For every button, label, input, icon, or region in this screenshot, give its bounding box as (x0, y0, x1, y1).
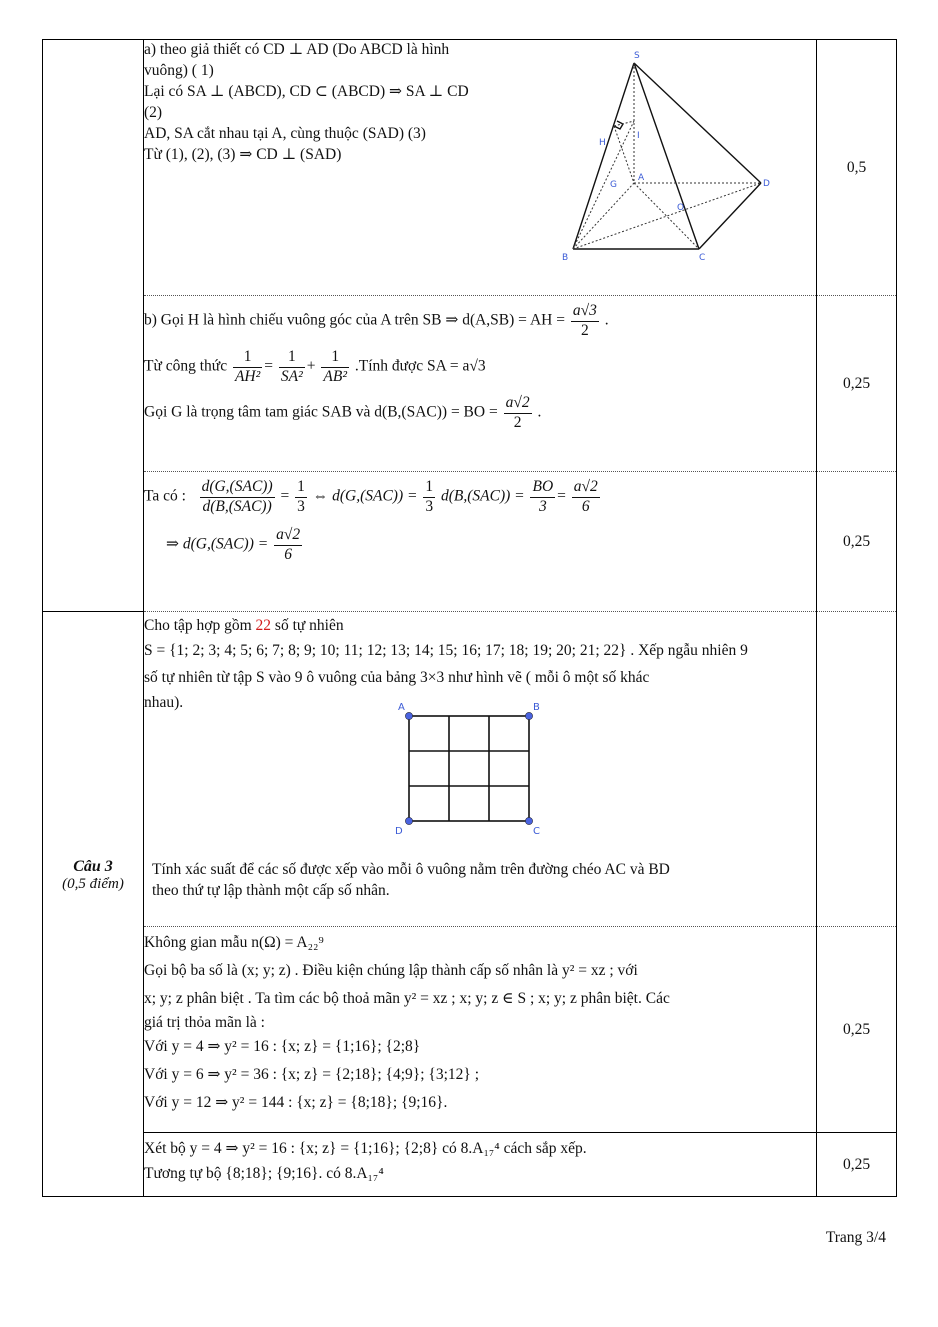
denominator: 3 (425, 497, 434, 515)
denominator: AH² (234, 367, 261, 385)
q3-solution-line: Với y = 6 ⇒ y² = 36 : {x; z} = {2;18}; {4;9}; {3;12} ; (144, 1066, 480, 1084)
part-a-line: AD, SA cắt nhau tại A, cùng thuộc (SAD) (3) (144, 124, 426, 142)
part-c-line-1: Ta có : $\frac{\text{d(G,(SAC))}}{\text{d(B,(SAC))}}$ = $\frac{1}{3}$ ⇔ d(G,(SAC)) = $\frac{1}{3}$ d(B,(SAC)) = $\frac{BO}{3}$ = $\frac{a√2}{6}$ (144, 478, 598, 515)
q3-text: Cho tập hợp gồm (144, 617, 256, 634)
q3-final-line: Xét bộ y = 4 ⇒ y² = 16 : {x; z} = {1;16}; {2;8} có 8.A₁₇⁴ cách sắp xếp. (144, 1140, 587, 1157)
grid-label-C: C (533, 826, 540, 837)
question-3-title: Câu 3 (73, 858, 113, 875)
answer-table (42, 39, 897, 1197)
part-c-content (144, 472, 817, 612)
denominator: 2 (580, 321, 589, 339)
q3-statement-score-empty (817, 612, 897, 927)
part-b-text: .Tính được SA = a√3 (354, 357, 486, 375)
q3-statement (144, 612, 817, 927)
q3-solution-line: Với y = 4 ⇒ y² = 16 : {x; z} = {1;16}; {2;8} (144, 1038, 421, 1056)
fraction (233, 348, 262, 386)
q3-solution (144, 927, 817, 1133)
grid-figure (389, 698, 549, 838)
part-b-score: 0,25 (817, 296, 897, 472)
part-a-line: a) theo giả thiết có CD ⊥ AD (Do ABCD là hình (144, 41, 450, 58)
label-D: D (763, 179, 770, 189)
part-b-text: Gọi G là trọng tâm tam giác SAB và d(B,(SAC)) = BO = (144, 404, 502, 422)
q3-intro (144, 616, 816, 637)
fraction (572, 478, 600, 516)
denominator: SA² (280, 367, 303, 385)
pyramid-figure (559, 46, 779, 262)
fraction (200, 478, 275, 516)
q3-line: số tự nhiên từ tập S vào 9 ô vuông của bảng 3×3 như hình vẽ ( mỗi ô một số khác (144, 668, 650, 686)
question-cell-empty (43, 472, 144, 612)
q3-final (144, 1133, 817, 1197)
part-b-content (144, 296, 817, 472)
part-b-text: . (604, 311, 609, 329)
denominator: 3 (538, 497, 547, 515)
part-c-text: ⇒ d(G,(SAC)) = (166, 535, 269, 553)
numerator: 1 (295, 478, 307, 498)
q3-question: Tính xác suất để các số được xếp vào mỗi ô vuông nằm trên đường chéo AC và BD (152, 861, 670, 878)
part-a-content (144, 40, 817, 296)
part-b-text: . (537, 404, 542, 422)
point-B (525, 712, 532, 719)
part-a-line: Lại có SA ⊥ (ABCD), CD ⊂ (ABCD) ⇒ SA ⊥ CD (144, 82, 469, 100)
denominator: 2 (513, 413, 522, 431)
part-b-line-2: Từ công thức $\frac{1}{\text{AH²}}$ = $\frac{1}{\text{SA²}}$ + $\frac{1}{\text{AB²}}$ .Tính được SA = a√3 (144, 348, 486, 385)
label-B: B (562, 253, 569, 262)
q3-solution-line: Gọi bộ ba số là (x; y; z) . Điều kiện chúng lập thành cấp số nhân là y² = xz ; với (144, 962, 638, 980)
part-a-line: Từ (1), (2), (3) ⇒ CD ⊥ (SAD) (144, 145, 342, 163)
part-a-line: vuông) ( 1) (144, 61, 214, 79)
q3-line: nhau). (144, 693, 184, 711)
fraction (423, 478, 435, 516)
q3-set-line: S = {1; 2; 3; 4; 5; 6; 7; 8; 9; 10; 11; 12; 13; 14; 15; 16; 17; 18; 19; 20; 21; 22} . Xếp ngẫu nhiên 9 (144, 641, 748, 659)
numerator: a√2 (504, 394, 532, 414)
fraction (571, 302, 599, 340)
q3-solution-line: Không gian mẫu n(Ω) = A₂₂⁹ (144, 934, 324, 951)
q3-question: theo thứ tự lập thành một cấp số nhân. (152, 881, 390, 899)
point-A (405, 712, 412, 719)
part-b-line-1 (144, 302, 816, 340)
question-3-points: (0,5 điểm) (62, 876, 124, 892)
part-c-text: = (280, 487, 290, 505)
question-3-cell (43, 612, 144, 1197)
grid-label-B: B (533, 702, 540, 713)
numerator: a√2 (572, 478, 600, 498)
part-c-score: 0,25 (817, 472, 897, 612)
label-I: I (637, 131, 640, 141)
denominator: 6 (581, 497, 590, 515)
part-b-line-3 (144, 394, 816, 432)
label-C: C (699, 253, 706, 262)
question-cell-empty (43, 296, 144, 472)
q3-final-line: Tương tự bộ {8;18}; {9;16}. có 8.A₁₇⁴ (144, 1164, 384, 1182)
fraction (274, 526, 302, 564)
denominator: d(B,(SAC)) (202, 497, 272, 515)
grid-label-D: D (395, 826, 403, 837)
q3-text: số tự nhiên (271, 617, 344, 634)
q3-number-highlight: 22 (255, 617, 272, 634)
grid-label-A: A (398, 702, 405, 713)
numerator: 1 (423, 478, 435, 498)
part-c-text: Ta có : (144, 487, 186, 505)
fraction (295, 478, 307, 516)
numerator: 1 (321, 348, 349, 368)
numerator: d(G,(SAC)) (200, 478, 275, 498)
part-b-text: b) Gọi H là hình chiếu vuông góc của A trên SB ⇒ d(A,SB) = AH = (144, 311, 569, 329)
point-C (525, 817, 532, 824)
q3-solution-score: 0,25 (817, 927, 897, 1133)
part-b-text: Từ công thức (144, 357, 231, 375)
numerator: 1 (279, 348, 305, 368)
denominator: 3 (297, 497, 305, 515)
fraction (321, 348, 349, 386)
part-c-text: d(B,(SAC)) = (440, 487, 525, 505)
label-O: O (677, 203, 685, 213)
q3-solution-line: x; y; z phân biệt . Ta tìm các bộ thoả mãn y² = xz ; x; y; z ∈ S ; x; y; z phân biệt. Các (144, 990, 670, 1008)
part-a-score: 0,5 (817, 40, 897, 296)
page-number: Trang 3/4 (825, 1229, 886, 1246)
numerator: a√2 (274, 526, 302, 546)
numerator: a√3 (571, 302, 599, 322)
label-A: A (638, 173, 645, 183)
numerator: 1 (233, 348, 262, 368)
q3-solution-line: giá trị thỏa mãn là : (144, 1014, 265, 1032)
q3-solution-line: Với y = 12 ⇒ y² = 144 : {x; z} = {8;18}; {9;16}. (144, 1094, 448, 1112)
label-S: S (634, 51, 640, 61)
label-H: H (599, 138, 606, 148)
part-c-text: ⇔ d(G,(SAC)) = (312, 487, 418, 505)
fraction (530, 478, 555, 516)
fraction (279, 348, 305, 386)
question-cell-empty (43, 40, 144, 296)
label-G: G (610, 180, 617, 190)
q3-final-score: 0,25 (817, 1133, 897, 1197)
part-c-line-2 (166, 526, 816, 564)
point-D (405, 817, 412, 824)
fraction (504, 394, 532, 432)
part-a-line: (2) (144, 103, 163, 121)
denominator: AB² (323, 367, 347, 385)
numerator: BO (530, 478, 555, 498)
denominator: 6 (284, 545, 292, 563)
